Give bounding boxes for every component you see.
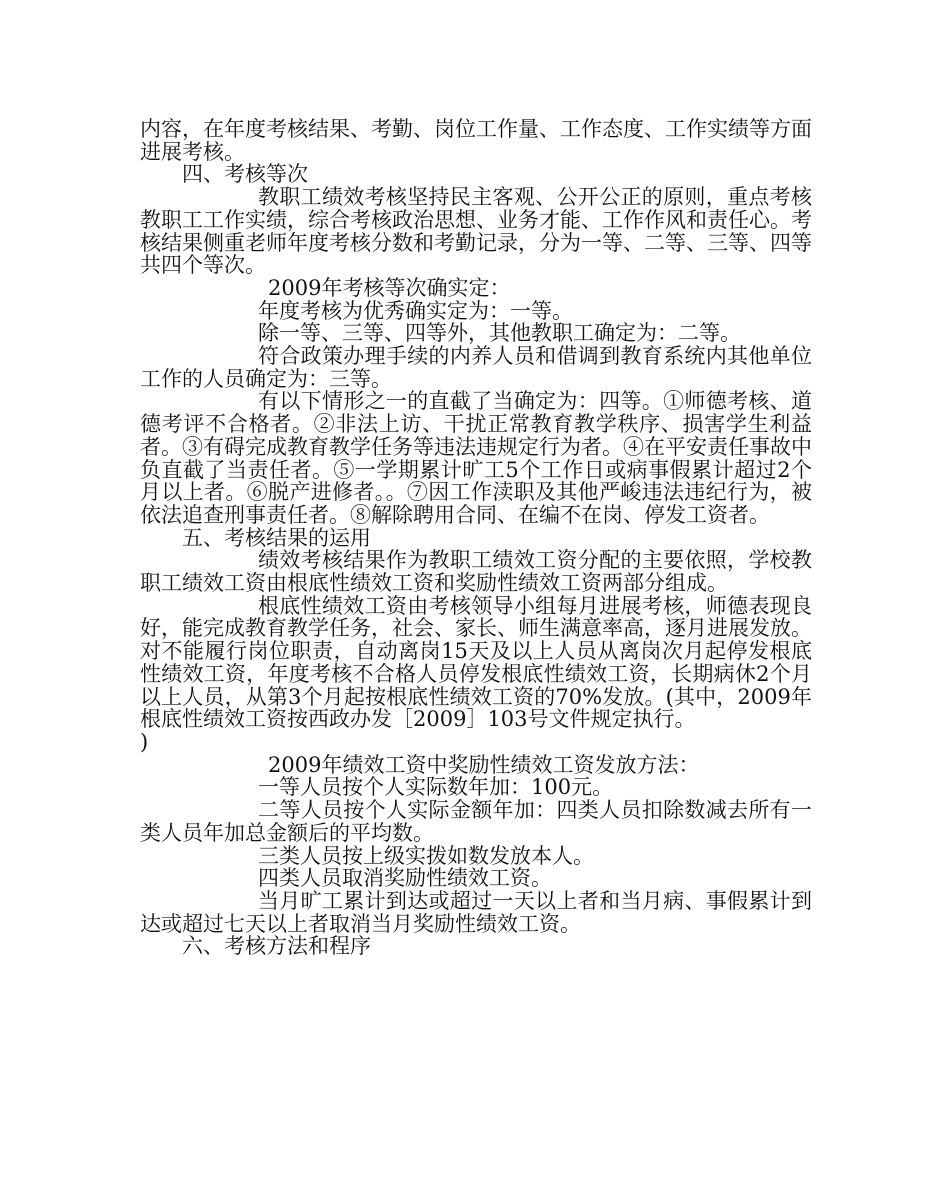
document-body [140, 118, 812, 958]
paragraph: 教职工绩效考核坚持民主客观、公开公正的原则，重点考核教职工工作实绩，综合考核政治思想、业务才能、工作作风和责任心。考核结果侧重老师年度考核分数和考勤记录，分为一等、二等、三等、四等共四个等次。 [140, 185, 812, 278]
section-heading: 六、考核方法和程序 [182, 934, 371, 959]
section-heading: 五、考核结果的运用 [182, 525, 371, 550]
paragraph: 一等人员按个人实际数年加：100元。 [258, 775, 614, 800]
paragraph: 根底性绩效工资由考核领导小组每月进展考核，师德表现良好，能完成教育教学任务，社会、家长、师生满意率高，逐月进展发放。对不能履行岗位职责，自动离岗15天及以上人员从离岗次月起停发根底性绩效工资，年度考核不合格人员停发根底性绩效工资，长期病休2个月以上人员，从第3个月起按根底性绩效工资的70%发放。(其中，2009年根底性绩效工资按西政办发［2009］103号文件规定执行。 [140, 593, 812, 732]
subheading: 2009年考核等次确实定： [268, 275, 511, 300]
paragraph: 除一等、三等、四等外，其他教职工确定为：二等。 [258, 321, 741, 346]
paragraph: 当月旷工累计到达或超过一天以上者和当月病、事假累计到达或超过七天以上者取消当月奖励性绩效工资。 [140, 888, 812, 936]
paragraph: 年度考核为优秀确实定为：一等。 [258, 298, 573, 323]
paragraph: 三类人员按上级实拨如数发放本人。 [258, 843, 594, 868]
paragraph: 符合政策办理手续的内养人员和借调到教育系统内其他单位工作的人员确定为：三等。 [140, 344, 812, 391]
paragraph: 有以下情形之一的直截了当确定为：四等。①师德考核、道德考评不合格者。②非法上访、干扰正常教育教学秩序、损害学生利益者。③有碍完成教育教学任务等违法违规定行为者。④在平安责任事故中负直截了当责任者。⑤一学期累计旷工5个工作日或病事假累计超过2个月以上者。⑥脱产进修者。。⑦因工作渎职及其他严峻违法违纪行为，被依法追查刑事责任者。⑧解除聘用合同、在编不在岗、停发工资者。 [140, 389, 812, 527]
paragraph: 内容，在年度考核结果、考勤、岗位工作量、工作态度、工作实绩等方面进展考核。 [140, 117, 812, 164]
subheading: 2009年绩效工资中奖励性绩效工资发放方法： [268, 752, 700, 777]
paragraph: 四类人员取消奖励性绩效工资。 [258, 866, 552, 891]
section-heading: 四、考核等次 [182, 162, 308, 187]
closing-parenthesis: ) [140, 729, 149, 754]
paragraph: 二等人员按个人实际金额年加：四类人员扣除数减去所有一类人员年加总金额后的平均数。 [140, 798, 812, 845]
paragraph: 绩效考核结果作为教职工绩效工资分配的主要依照，学校教职工绩效工资由根底性绩效工资和奖励性绩效工资两部分组成。 [140, 548, 812, 596]
